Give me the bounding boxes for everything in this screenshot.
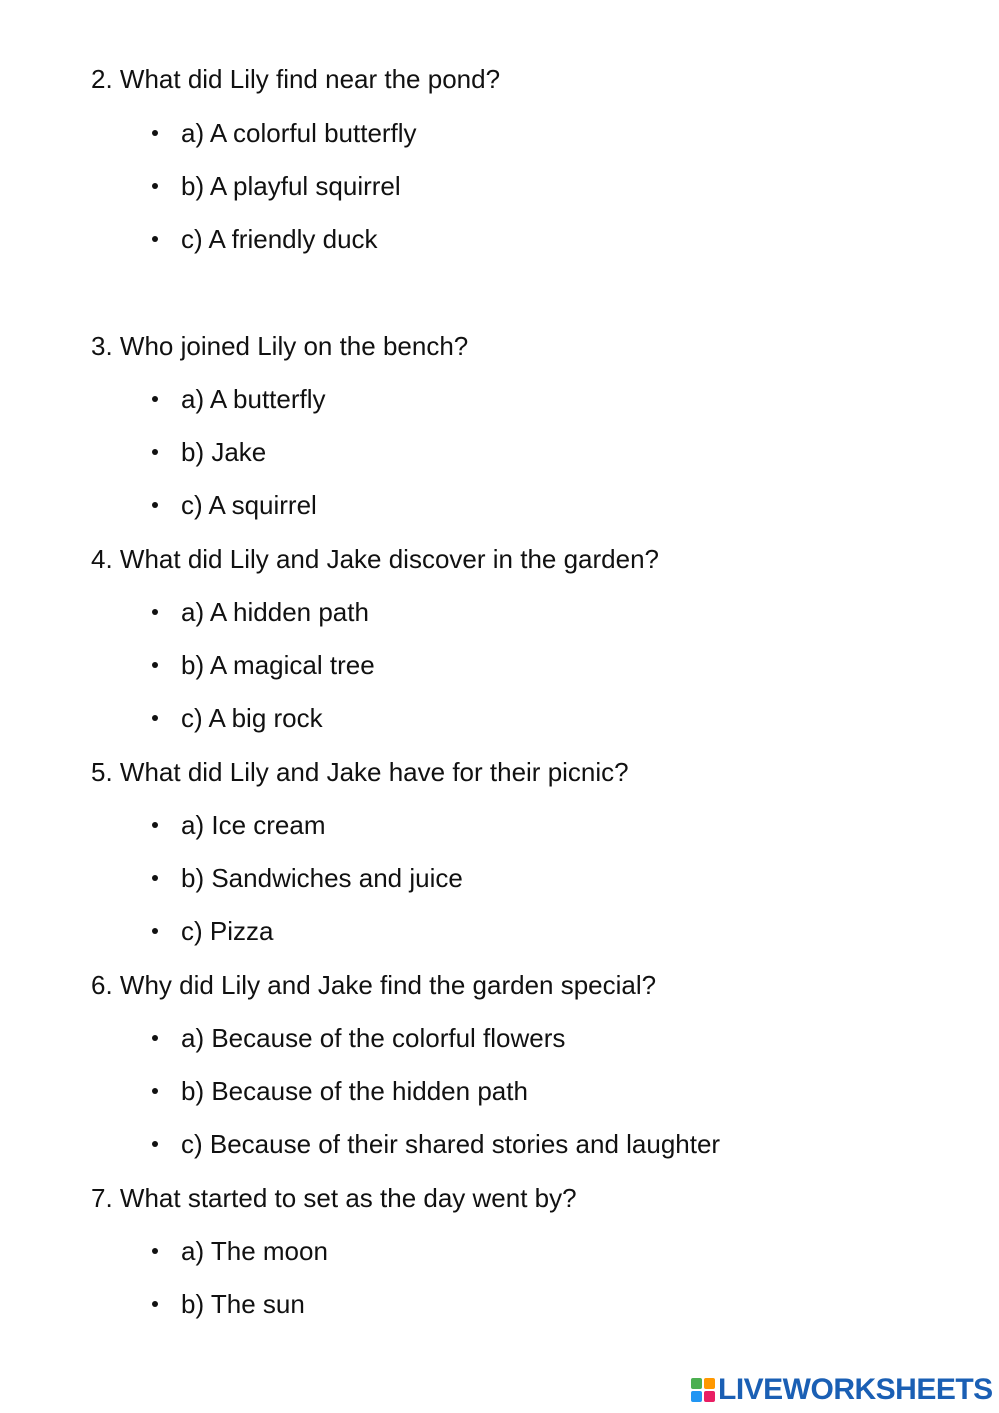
option-label: a) Because of the colorful flowers: [181, 1023, 566, 1053]
option-label: c) Pizza: [181, 916, 274, 946]
question-3-option-b: [181, 436, 266, 468]
bullet-icon: [152, 449, 158, 455]
option-label: b) Jake: [181, 437, 267, 467]
bullet-icon: [152, 715, 158, 721]
bullet-icon: [152, 130, 158, 136]
bullet-icon: [152, 1301, 158, 1307]
question-5-option-b: [181, 862, 463, 894]
question-6-option-b: [181, 1075, 528, 1107]
logo-square: [704, 1391, 715, 1402]
option-label: a) A hidden path: [181, 597, 369, 627]
bullet-icon: [152, 396, 158, 402]
question-7-option-b: [181, 1288, 305, 1320]
bullet-icon: [152, 502, 158, 508]
question-2: 2. What did Lily find near the pond?: [91, 64, 501, 94]
bullet-icon: [152, 662, 158, 668]
option-label: b) A magical tree: [181, 650, 375, 680]
question-3-option-c: [181, 489, 317, 521]
bullet-icon: [152, 183, 158, 189]
logo-square: [704, 1378, 715, 1389]
question-3: 3. Who joined Lily on the bench?: [91, 331, 469, 361]
option-label: b) Sandwiches and juice: [181, 863, 463, 893]
question-3-option-a: [181, 383, 326, 415]
logo-square: [691, 1391, 702, 1402]
question-4: 4. What did Lily and Jake discover in the garden?: [91, 544, 660, 574]
question-6-option-c: [181, 1128, 720, 1160]
option-label: a) A colorful butterfly: [181, 118, 417, 148]
bullet-icon: [152, 1141, 158, 1147]
option-label: c) A big rock: [181, 703, 323, 733]
option-label: b) The sun: [181, 1289, 305, 1319]
bullet-icon: [152, 822, 158, 828]
option-label: c) A squirrel: [181, 490, 317, 520]
question-7: 7. What started to set as the day went by?: [91, 1183, 577, 1213]
option-label: a) The moon: [181, 1236, 328, 1266]
bullet-icon: [152, 1088, 158, 1094]
bullet-icon: [152, 1248, 158, 1254]
question-2-option-a: [181, 117, 417, 149]
logo-text: LIVEWORKSHEETS: [718, 1373, 993, 1406]
question-5: 5. What did Lily and Jake have for their picnic?: [91, 757, 629, 787]
option-label: c) Because of their shared stories and laughter: [181, 1129, 721, 1159]
option-label: b) A playful squirrel: [181, 171, 401, 201]
question-2-option-b: [181, 170, 401, 202]
question-6: 6. Why did Lily and Jake find the garden special?: [91, 970, 657, 1000]
question-2-option-c: [181, 223, 378, 255]
liveworksheets-logo-icon: [691, 1378, 715, 1402]
option-label: a) A butterfly: [181, 384, 326, 414]
question-4-option-a: [181, 596, 369, 628]
bullet-icon: [152, 1035, 158, 1041]
logo-square: [691, 1378, 702, 1389]
bullet-icon: [152, 236, 158, 242]
bullet-icon: [152, 928, 158, 934]
question-5-option-a: [181, 809, 326, 841]
question-5-option-c: [181, 915, 273, 947]
question-4-option-b: [181, 649, 375, 681]
option-label: b) Because of the hidden path: [181, 1076, 528, 1106]
liveworksheets-logo[interactable]: [691, 1373, 993, 1407]
question-4-option-c: [181, 702, 323, 734]
question-7-option-a: [181, 1235, 328, 1267]
bullet-icon: [152, 609, 158, 615]
option-label: c) A friendly duck: [181, 224, 378, 254]
option-label: a) Ice cream: [181, 810, 326, 840]
question-6-option-a: [181, 1022, 565, 1054]
bullet-icon: [152, 875, 158, 881]
